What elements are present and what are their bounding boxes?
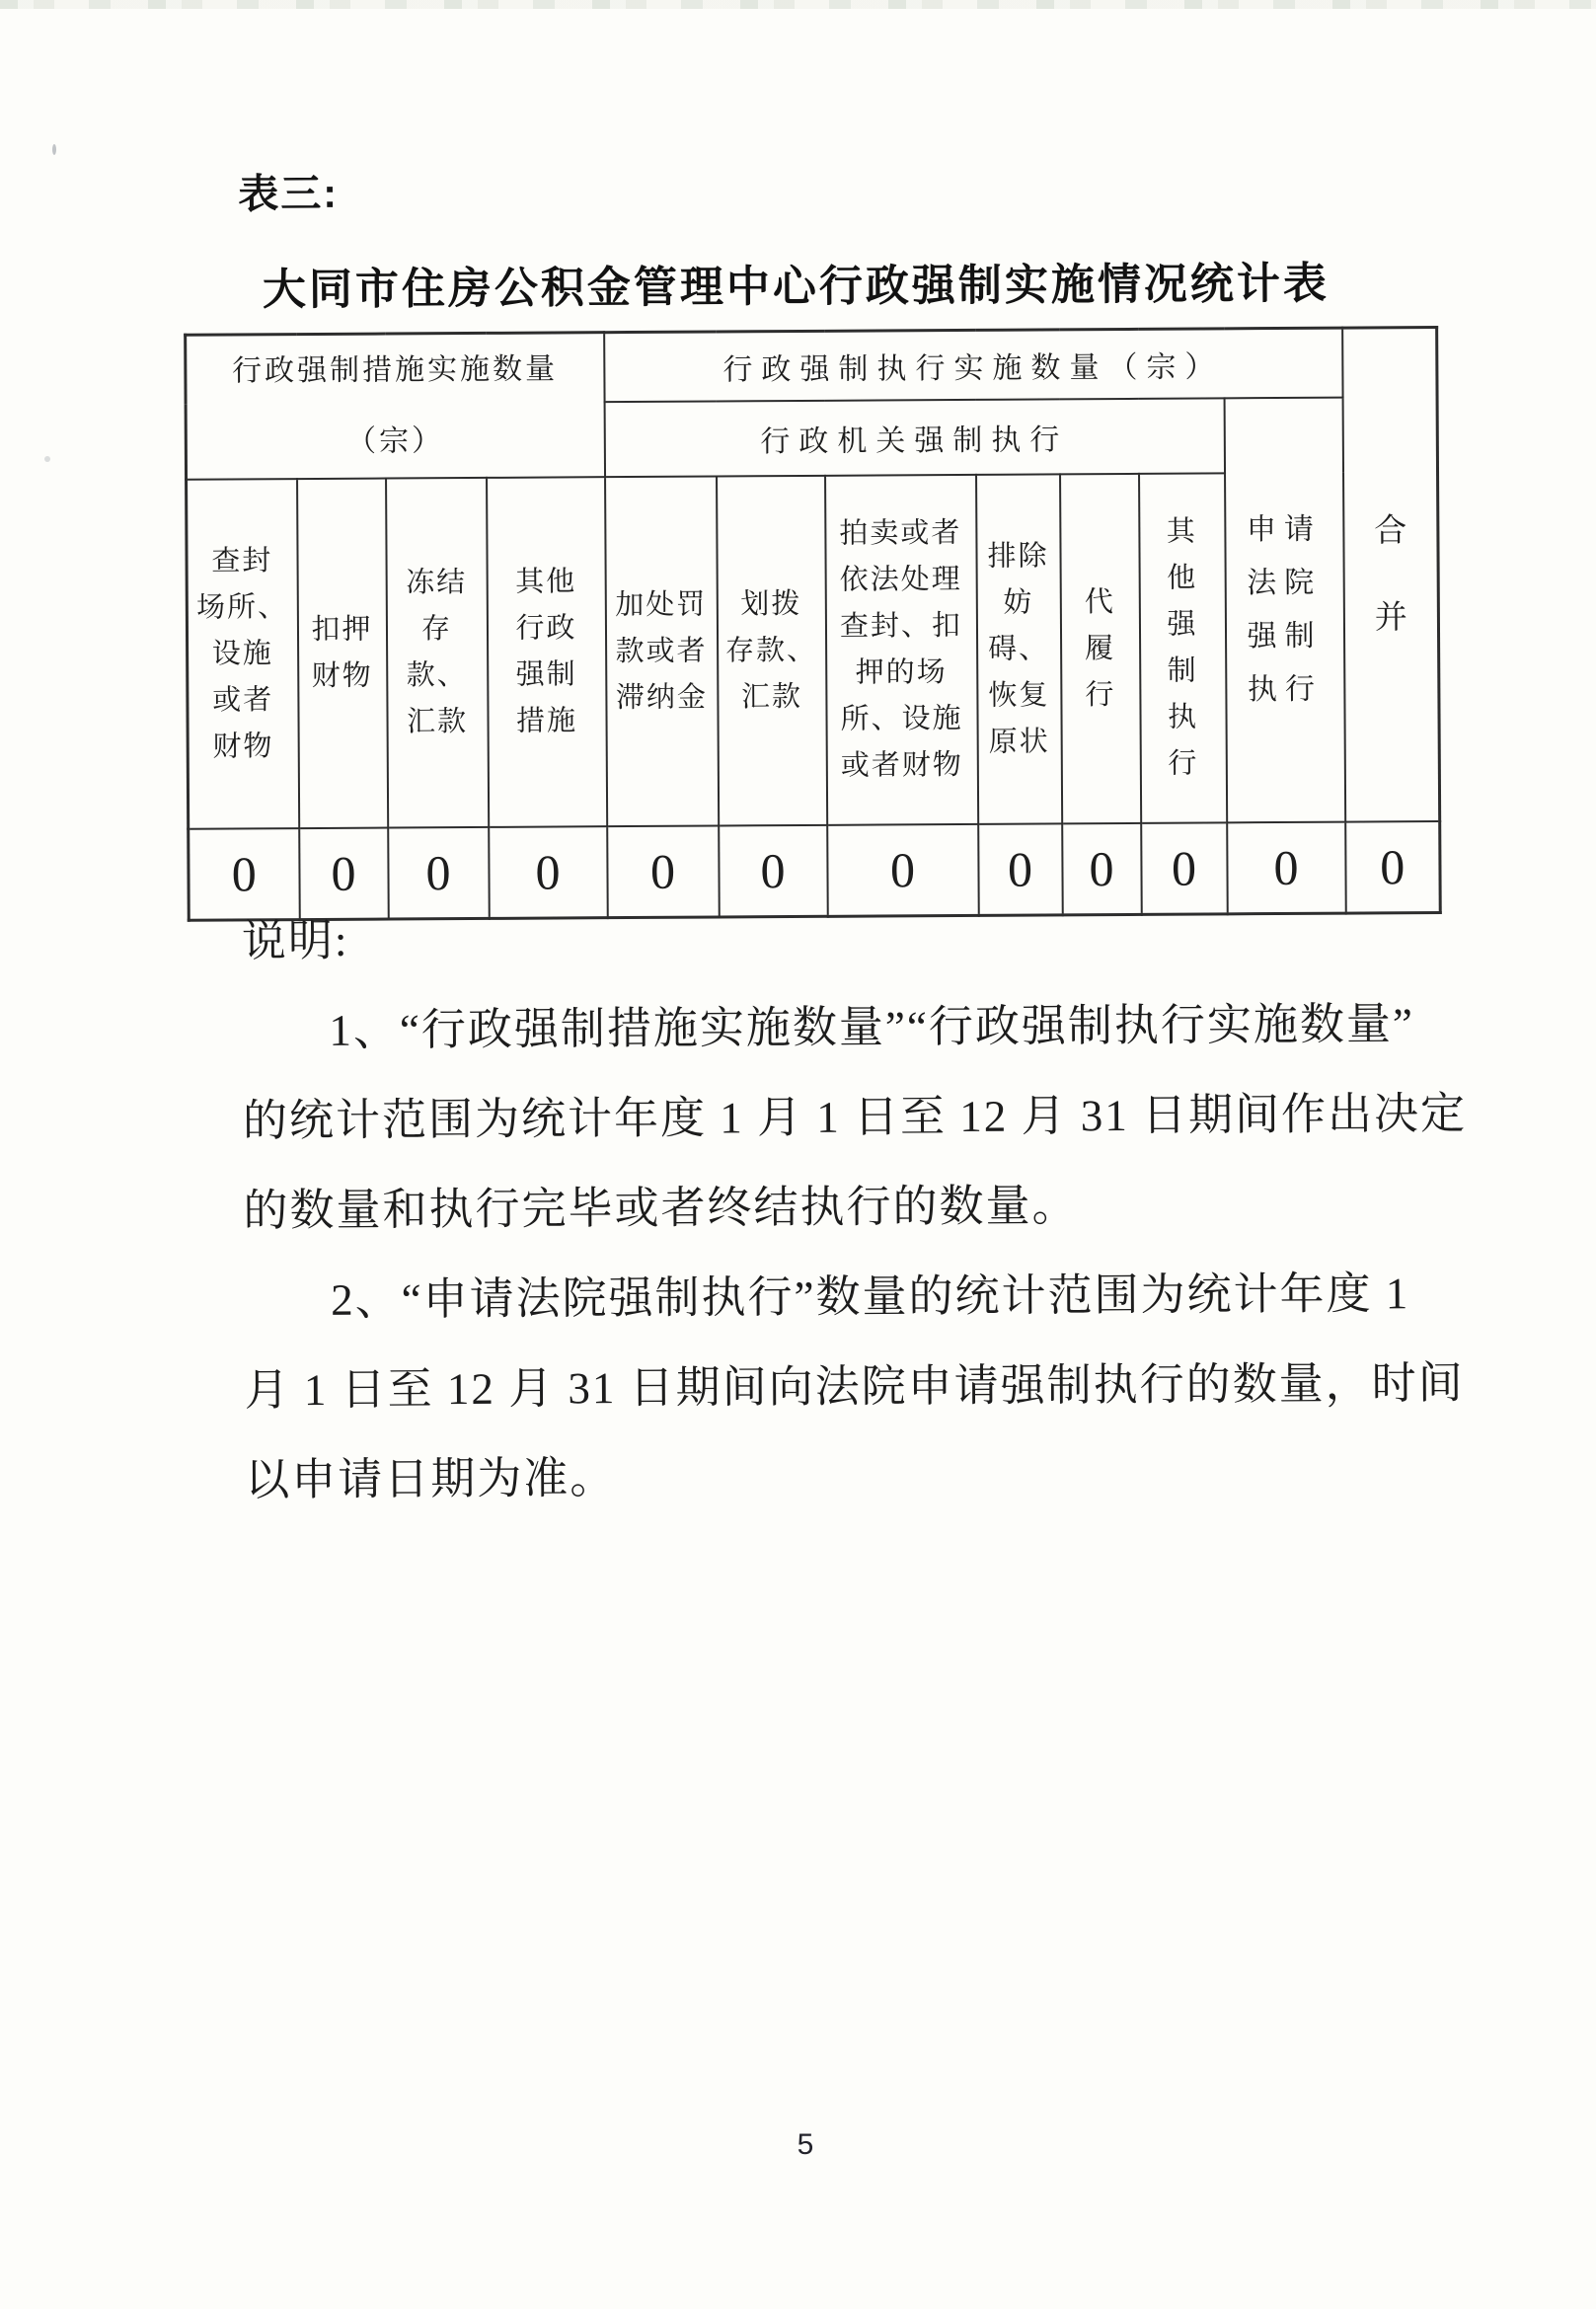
column-header-seal-premises: 查封 场所、 设施 或者 财物 (187, 479, 299, 829)
note-1-line-1: 1、“行政强制措施实施数量”“行政强制执行实施数量” (329, 999, 1414, 1055)
value-remove-obstruction: 0 (978, 823, 1063, 915)
notes-heading: 说明: (241, 915, 349, 966)
column-header-surcharge-fines: 加处罚 款或者 滞纳金 (605, 477, 719, 827)
execution-group-header: 行政强制执行实施数量（宗） (604, 328, 1342, 402)
table-number-label: 表三: (238, 170, 340, 217)
notes-section (241, 889, 1468, 1525)
column-header-transfer-deposits: 划拨 存款、 汇款 (717, 476, 827, 826)
combined-total-header: 合 并 (1342, 328, 1440, 822)
document-title: 大同市住房公积金管理中心行政强制实施情况统计表 (262, 259, 1330, 315)
value-seal-premises: 0 (189, 828, 300, 920)
column-header-substitute-performance: 代 履 行 (1060, 474, 1141, 823)
note-2-line-3: 以申请日期为准。 (245, 1453, 617, 1505)
column-header-freeze-deposits: 冻结 存 款、 汇款 (386, 478, 489, 828)
value-freeze-deposits: 0 (388, 827, 490, 919)
enforcement-statistics-table (184, 326, 1442, 921)
measures-group-header: 行政强制措施实施数量 （宗） (186, 333, 605, 480)
value-surcharge-fines: 0 (607, 825, 720, 917)
note-1-line-2: 的统计范围为统计年度 1 月 1 日至 12 月 31 日期间作出决定 (242, 1088, 1468, 1146)
value-other-measures: 0 (489, 826, 608, 918)
note-2-line-2: 月 1 日至 12 月 31 日期间向法院申请强制执行的数量，时间 (244, 1357, 1465, 1416)
page-number: 5 (797, 2128, 814, 2161)
value-auction-disposal: 0 (827, 824, 979, 916)
column-header-other-enforcement: 其 他 强 制 执 行 (1139, 473, 1227, 823)
value-court-enforcement: 0 (1227, 822, 1346, 914)
column-header-auction-disposal: 拍卖或者 依法处理 查封、扣 押的场 所、设施 或者财物 (825, 475, 978, 825)
note-2-line-1: 2、“申请法院强制执行”数量的统计范围为统计年度 1 (330, 1269, 1410, 1325)
value-substitute-performance: 0 (1062, 823, 1142, 914)
note-1-line-3: 的数量和执行完毕或者终结执行的数量。 (243, 1181, 1079, 1236)
value-combined-total: 0 (1345, 821, 1441, 913)
value-transfer-deposits: 0 (719, 825, 828, 917)
value-other-enforcement: 0 (1141, 822, 1228, 914)
column-header-seize-property: 扣押 财物 (297, 479, 388, 829)
court-enforcement-header: 申请 法院 强制 执行 (1224, 397, 1345, 822)
value-seize-property: 0 (299, 828, 389, 920)
column-header-remove-obstruction: 排除 妨 碍、 恢复 原状 (976, 474, 1062, 824)
agency-execution-header: 行政机关强制执行 (604, 398, 1224, 477)
column-header-other-measures: 其他 行政 强制 措施 (487, 477, 607, 827)
